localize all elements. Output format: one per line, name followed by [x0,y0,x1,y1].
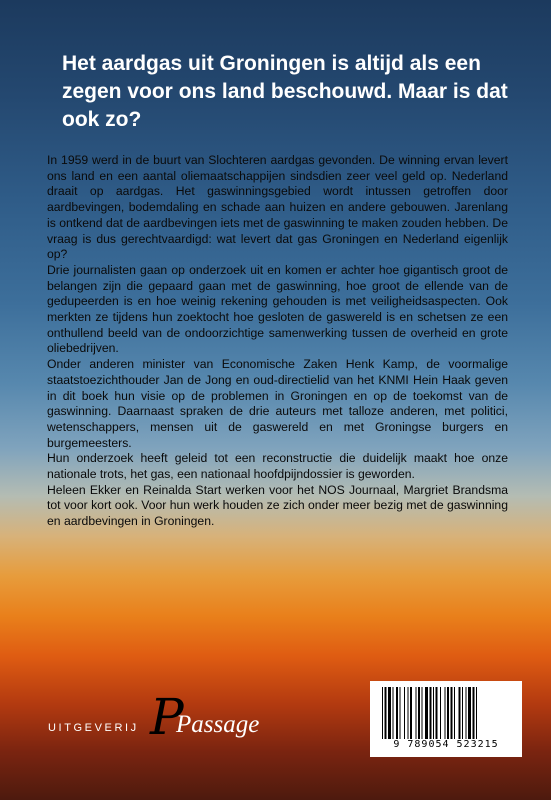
barcode-bar [404,687,405,739]
blurb-text [47,153,508,530]
barcode [370,681,522,757]
barcode-bar [385,687,387,739]
barcode-bar [454,687,455,739]
barcode-bar [418,687,420,739]
barcode-bar [433,687,434,739]
publisher-label: UITGEVERIJ [48,722,139,734]
publisher-logo-text: Passage [176,711,260,738]
barcode-bar [440,687,441,739]
barcode-bar [410,687,412,739]
barcode-bar [416,687,417,739]
barcode-bar [436,687,438,739]
barcode-bars [380,687,512,739]
barcode-bar [400,687,401,739]
barcode-bar [430,687,432,739]
barcode-bar [466,687,467,739]
paragraph-1: In 1959 werd in de buurt van Slochteren aardgas gevonden. De winning ervan levert ons land en een aantal oliemaatschappijen sindsdien zeer veel geld op. Nederland draait op aardgas. Het gaswinningsgebied wordt intussen getroffen door aardbevingen, bodemdaling en schade aan huizen en andere gebouwen. Jarenlang is ontkend dat de aardbevingen iets met de gaswinning te maken zouden hebben. De vraag is dus gerechtvaardigd: wat levert dat gas Groningen en Nederland eigenlijk op? [47,153,508,262]
isbn-number: 9 789054 523215 [393,739,499,750]
barcode-bar [393,687,394,739]
barcode-bar [422,687,423,739]
publisher-imprint [48,692,288,740]
svg-text:P: P [150,692,184,742]
barcode-bar [447,687,449,739]
publisher-logo [146,692,296,742]
paragraph-2: Drie journalisten gaan op onderzoek uit en komen er achter hoe gigantisch groot de belangen zijn die gepaard gaan met de gaswinning, hoe groot de ellende van de gedupeerden is en hoe weinig rekening gehouden is met veiligheidsaspecten. Ook merkten ze tijdens hun zoektocht hoe gesloten de gaswereld is en schetsen ze een onthullend beeld van de ondoorzichtige samenwerking tussen de overheid en grote oliebedrijven. [47,262,508,356]
barcode-bar [468,687,471,739]
headline: Het aardgas uit Groningen is altijd als een zegen voor ons land beschouwd. Maar is dat ook zo? [62,52,508,131]
barcode-bar [425,687,428,739]
barcode-bar [462,687,463,739]
paragraph-3: Onder anderen minister van Economische Zaken Henk Kamp, de voormalige staatstoezichthouder Jan de Jong en oud-directielid van het KNMI Hein Haak geven in dit boek hun visie op de problemen in Groningen en op de toekomst van de gaswinning. Daarnaast spraken de drie auteurs met talloze anderen, met politici, wetenschappers, mensen uit de gaswereld en met Groningse burgers en burgemeesters. [47,357,508,450]
barcode-bar [388,687,391,739]
barcode-bar [459,687,461,739]
barcode-bar [476,687,477,739]
barcode-bar [382,687,383,739]
barcode-bar [451,687,453,739]
barcode-bar [445,687,446,739]
author-note: Heleen Ekker en Reinalda Start werken voor het NOS Journaal, Margriet Brandsma tot voor kort ook. Voor hun werk houden ze zich onder meer bezig met de gaswinning en aardbevingen in Groningen. [47,482,508,529]
barcode-bar [473,687,475,739]
paragraph-4: Hun onderzoek heeft geleid tot een reconstructie die duidelijk maakt hoe onze nationale trots, het gas, een nationaal hoofdpijndossier is geworden. [47,451,508,482]
barcode-bar [396,687,398,739]
barcode-bar [408,687,409,739]
